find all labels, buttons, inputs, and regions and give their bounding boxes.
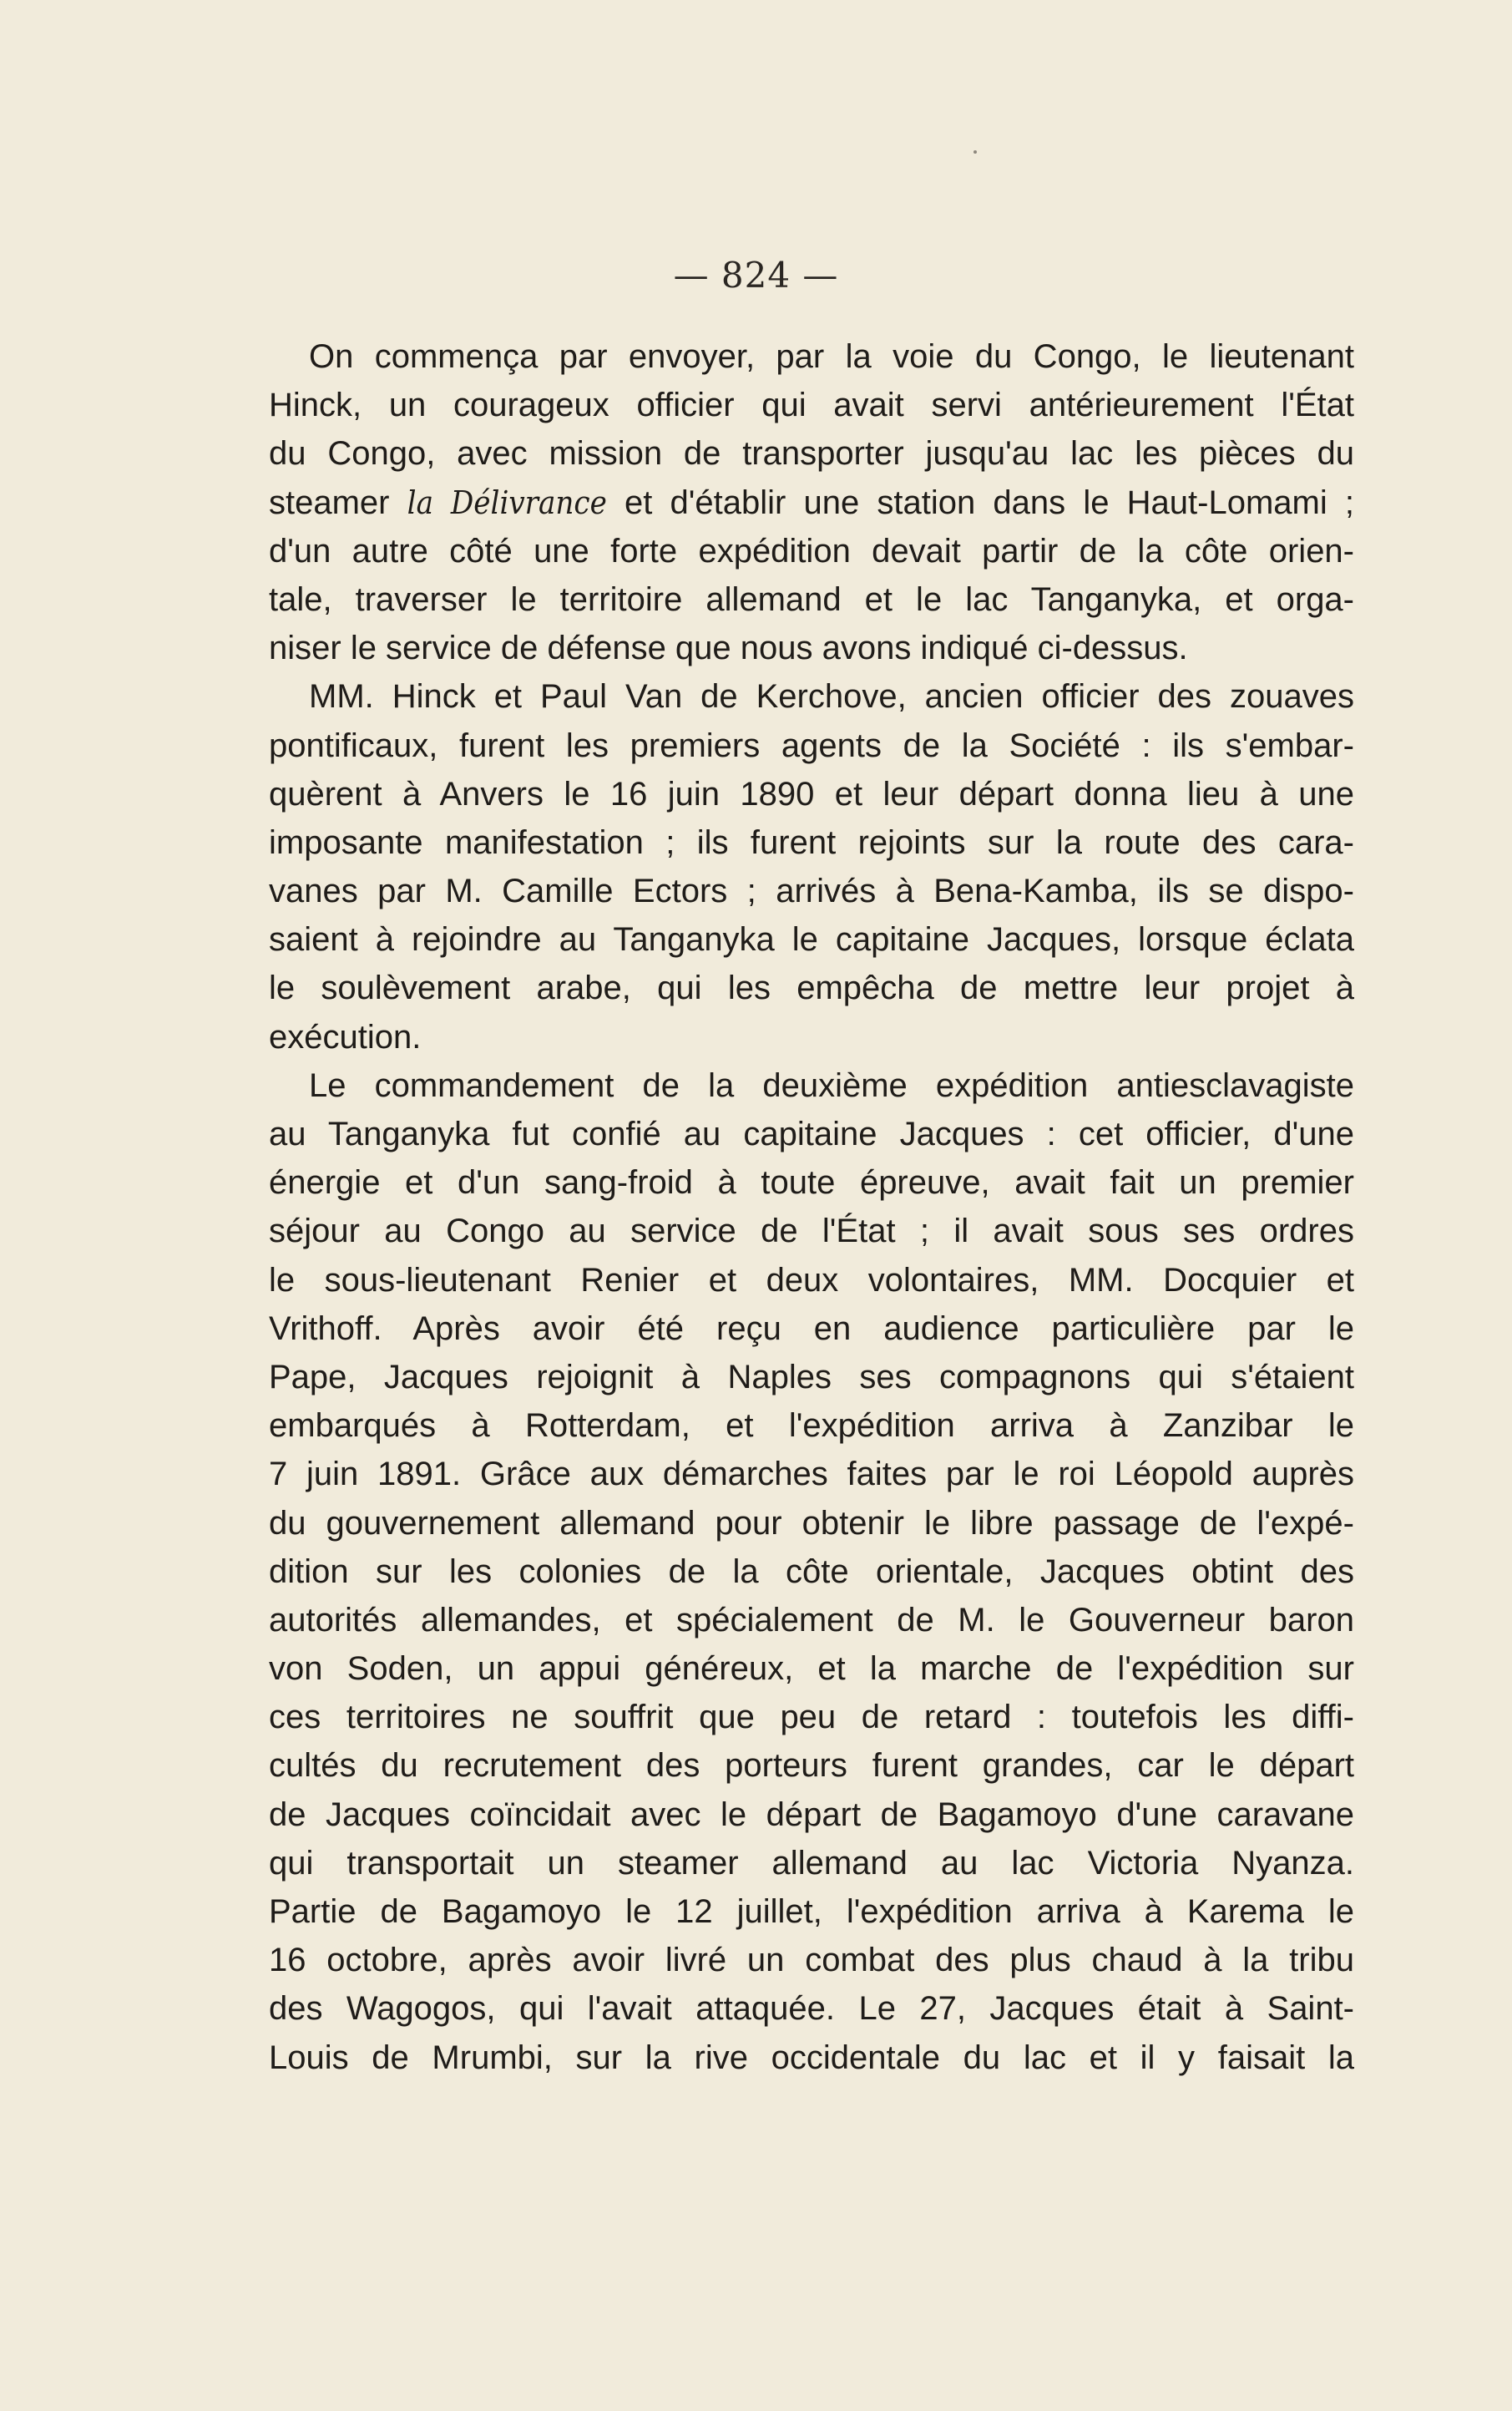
text-line: niser le service de défense que nous avons indiqué ci-dessus. bbox=[269, 630, 1188, 667]
text-line: dition sur les colonies de la côte orientale, Jacques obtint des bbox=[269, 1552, 1354, 1590]
text-line: embarqués à Rotterdam, et l'expédition arriva à Zanzibar le bbox=[269, 1407, 1354, 1445]
text-line: Pape, Jacques rejoignit à Naples ses compagnons qui s'étaient bbox=[269, 1358, 1354, 1395]
text-line: énergie et d'un sang-froid à toute épreuve, avait fait un premier bbox=[269, 1164, 1354, 1202]
text-fragment: et d'établir une station dans le Haut-Lomami ; bbox=[606, 484, 1355, 521]
text-line: imposante manifestation ; ils furent rejoints sur la route des cara- bbox=[269, 823, 1354, 861]
text-line: On commença par envoyer, par la voie du Congo, le lieutenant bbox=[309, 338, 1354, 375]
text-line: cultés du recrutement des porteurs furent grandes, car le départ bbox=[269, 1747, 1354, 1785]
text-line: vanes par M. Camille Ectors ; arrivés à Bena-Kamba, ils se dispo- bbox=[269, 873, 1354, 910]
text-line: du gouvernement allemand pour obtenir le libre passage de l'expé- bbox=[269, 1504, 1354, 1542]
text-line: 7 juin 1891. Grâce aux démarches faites par le roi Léopold auprès bbox=[269, 1456, 1354, 1493]
text-line: ces territoires ne souffrit que peu de retard : toutefois les diffi- bbox=[269, 1699, 1354, 1736]
text-line: des Wagogos, qui l'avait attaquée. Le 27, Jacques était à Saint- bbox=[269, 1990, 1354, 2028]
text-line: Hinck, un courageux officier qui avait servi antérieurement l'État bbox=[269, 387, 1354, 424]
text-line: quèrent à Anvers le 16 juin 1890 et leur départ donna lieu à une bbox=[269, 775, 1354, 813]
text-line: autorités allemandes, et spécialement de M. le Gouverneur baron bbox=[269, 1601, 1354, 1639]
text-line: MM. Hinck et Paul Van de Kerchove, ancien officier des zouaves bbox=[309, 678, 1354, 716]
text-line: Partie de Bagamoyo le 12 juillet, l'expédition arriva à Karema le bbox=[269, 1893, 1354, 1930]
text-line: 16 octobre, après avoir livré un combat des plus chaud à la tribu bbox=[269, 1942, 1354, 1979]
paper-speck bbox=[973, 150, 977, 154]
text-line: Louis de Mrumbi, sur la rive occidentale du lac et il y faisait la bbox=[269, 2039, 1354, 2076]
text-line bbox=[269, 479, 1354, 527]
ship-name: la Délivrance bbox=[407, 484, 607, 521]
text-line: saient à rejoindre au Tanganyka le capitaine Jacques, lorsque éclata bbox=[269, 921, 1354, 959]
text-line: le sous-lieutenant Renier et deux volontaires, MM. Docquier et bbox=[269, 1261, 1354, 1299]
text-line: séjour au Congo au service de l'État ; il avait sous ses ordres bbox=[269, 1213, 1354, 1250]
body-text bbox=[269, 332, 1354, 2082]
text-line: du Congo, avec mission de transporter jusqu'au lac les pièces du bbox=[269, 435, 1354, 473]
text-line: tale, traverser le territoire allemand et le lac Tanganyka, et orga- bbox=[269, 580, 1354, 618]
page-number: — 824 — bbox=[673, 255, 839, 296]
text-line: pontificaux, furent les premiers agents de la Société : ils s'embar- bbox=[269, 727, 1354, 764]
text-line: d'un autre côté une forte expédition devait partir de la côte orien- bbox=[269, 532, 1354, 570]
text-line: le soulèvement arabe, qui les empêcha de mettre leur projet à bbox=[269, 970, 1354, 1007]
text-fragment: steamer bbox=[269, 484, 407, 521]
text-line: von Soden, un appui généreux, et la marche de l'expédition sur bbox=[269, 1650, 1354, 1688]
text-line: exécution. bbox=[269, 1018, 422, 1056]
text-line: de Jacques coïncidait avec le départ de Bagamoyo d'une caravane bbox=[269, 1796, 1354, 1833]
text-line: qui transportait un steamer allemand au lac Victoria Nyanza. bbox=[269, 1844, 1354, 1882]
text-line: Le commandement de la deuxième expédition antiesclavagiste bbox=[309, 1066, 1354, 1104]
text-line: Vrithoff. Après avoir été reçu en audience particulière par le bbox=[269, 1309, 1354, 1347]
text-line: au Tanganyka fut confié au capitaine Jacques : cet officier, d'une bbox=[269, 1116, 1354, 1152]
